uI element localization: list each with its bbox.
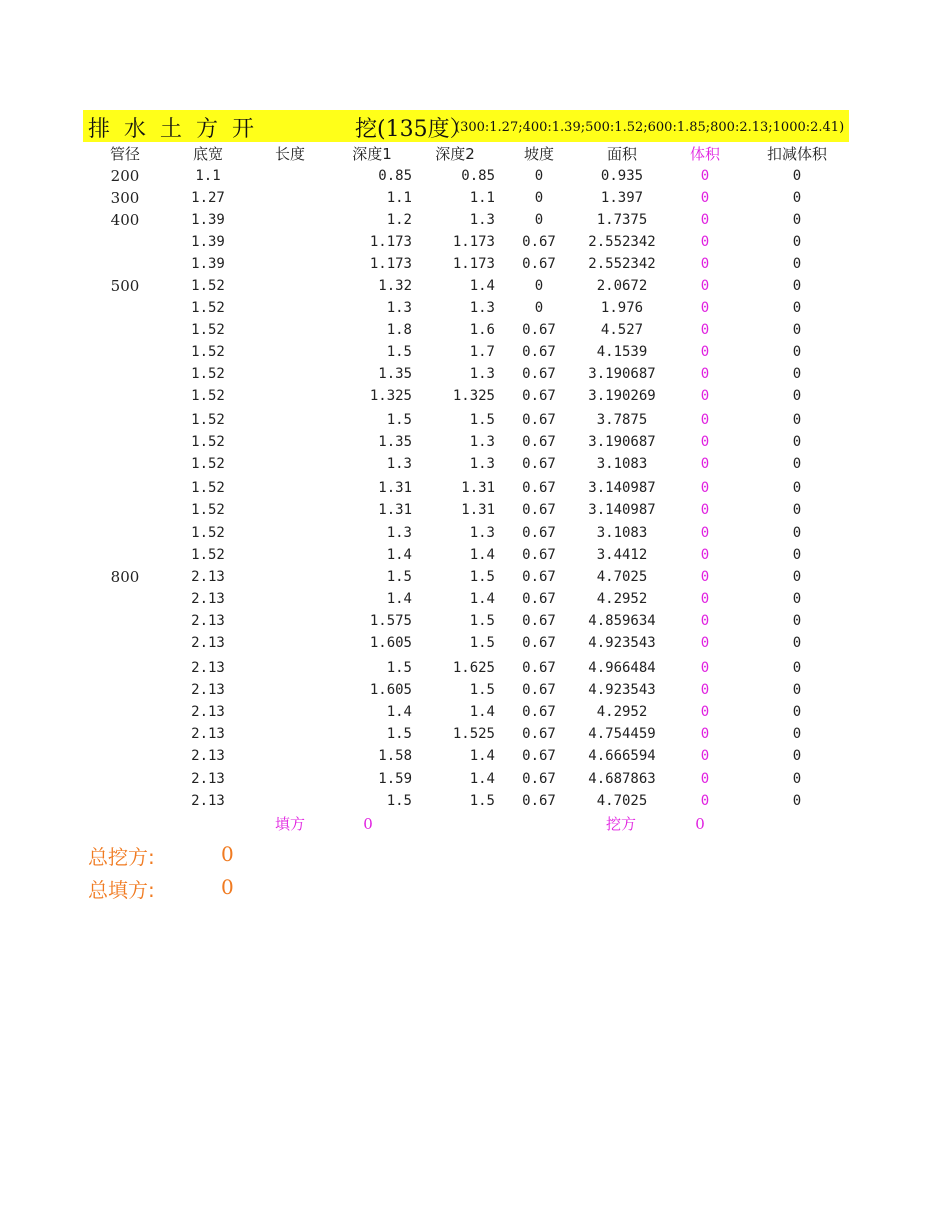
cell-slope: 0.67 xyxy=(522,726,556,742)
cell-area: 4.666594 xyxy=(588,748,656,764)
cell-depth-1: 1.59 xyxy=(378,771,412,787)
cell-bottom-width: 2.13 xyxy=(191,771,225,787)
cell-depth-1: 1.31 xyxy=(378,480,412,496)
cell-depth-1: 1.4 xyxy=(386,547,412,563)
cell-volume: 0 xyxy=(700,525,710,541)
header-pipe-diameter: 管径 xyxy=(109,145,141,163)
cell-depth-2: 1.4 xyxy=(469,748,495,764)
cell-slope: 0 xyxy=(534,190,544,206)
cell-volume: 0 xyxy=(700,480,710,496)
cell-depth-1: 1.35 xyxy=(378,434,412,450)
cell-volume: 0 xyxy=(700,547,710,563)
cell-deducted-volume: 0 xyxy=(792,726,802,742)
cell-pipe-diameter: 400 xyxy=(110,211,140,229)
cell-bottom-width: 1.52 xyxy=(191,278,225,294)
cell-volume: 0 xyxy=(700,660,710,676)
cell-bottom-width: 1.52 xyxy=(191,480,225,496)
cell-volume: 0 xyxy=(700,256,710,272)
cell-area: 3.190687 xyxy=(588,366,656,382)
cell-depth-2: 1.3 xyxy=(469,212,495,228)
cell-depth-2: 1.5 xyxy=(469,635,495,651)
cell-slope: 0 xyxy=(534,278,544,294)
cell-area: 2.552342 xyxy=(588,256,656,272)
cell-area: 3.1083 xyxy=(596,456,648,472)
cell-slope: 0 xyxy=(534,300,544,316)
cell-depth-2: 1.31 xyxy=(461,502,495,518)
cell-area: 1.976 xyxy=(600,300,644,316)
cell-depth-2: 1.3 xyxy=(469,456,495,472)
cell-deducted-volume: 0 xyxy=(792,569,802,585)
header-volume: 体积 xyxy=(689,145,721,163)
cell-deducted-volume: 0 xyxy=(792,412,802,428)
cell-slope: 0.67 xyxy=(522,525,556,541)
cell-depth-2: 1.4 xyxy=(469,547,495,563)
cell-depth-2: 1.6 xyxy=(469,322,495,338)
cell-slope: 0.67 xyxy=(522,591,556,607)
cell-bottom-width: 2.13 xyxy=(191,748,225,764)
cell-depth-1: 1.5 xyxy=(386,569,412,585)
cell-deducted-volume: 0 xyxy=(792,480,802,496)
cell-deducted-volume: 0 xyxy=(792,256,802,272)
cell-slope: 0.67 xyxy=(522,704,556,720)
cell-depth-2: 1.525 xyxy=(452,726,495,742)
header-depth-2: 深度2 xyxy=(435,145,475,163)
cell-depth-1: 1.173 xyxy=(369,234,412,250)
cell-depth-1: 0.85 xyxy=(378,168,412,184)
cell-depth-1: 1.1 xyxy=(386,190,412,206)
cell-volume: 0 xyxy=(700,502,710,518)
cell-deducted-volume: 0 xyxy=(792,434,802,450)
cell-depth-1: 1.5 xyxy=(386,660,412,676)
cell-area: 4.527 xyxy=(600,322,644,338)
cell-volume: 0 xyxy=(700,212,710,228)
cell-bottom-width: 1.52 xyxy=(191,412,225,428)
cell-depth-1: 1.3 xyxy=(386,456,412,472)
cell-volume: 0 xyxy=(700,278,710,294)
cell-volume: 0 xyxy=(700,613,710,629)
cell-deducted-volume: 0 xyxy=(792,635,802,651)
cell-depth-1: 1.325 xyxy=(369,388,412,404)
header-length: 长度 xyxy=(274,145,306,163)
cell-slope: 0.67 xyxy=(522,793,556,809)
cell-slope: 0 xyxy=(534,168,544,184)
cell-depth-1: 1.5 xyxy=(386,793,412,809)
cell-deducted-volume: 0 xyxy=(792,660,802,676)
cell-volume: 0 xyxy=(700,726,710,742)
cell-volume: 0 xyxy=(700,456,710,472)
cell-deducted-volume: 0 xyxy=(792,613,802,629)
cell-volume: 0 xyxy=(700,190,710,206)
cell-slope: 0.67 xyxy=(522,344,556,360)
cell-depth-2: 1.31 xyxy=(461,480,495,496)
total-fill-value: 0 xyxy=(221,875,234,899)
cell-volume: 0 xyxy=(700,344,710,360)
cell-bottom-width: 1.52 xyxy=(191,456,225,472)
title-banner xyxy=(83,110,849,142)
cell-deducted-volume: 0 xyxy=(792,748,802,764)
cell-bottom-width: 1.1 xyxy=(195,168,221,184)
cell-pipe-diameter: 800 xyxy=(110,568,140,586)
cell-area: 3.190269 xyxy=(588,388,656,404)
cell-volume: 0 xyxy=(700,635,710,651)
cell-area: 3.140987 xyxy=(588,502,656,518)
cell-area: 2.552342 xyxy=(588,234,656,250)
cell-slope: 0.67 xyxy=(522,456,556,472)
cell-depth-2: 1.625 xyxy=(452,660,495,676)
cell-deducted-volume: 0 xyxy=(792,278,802,294)
cell-depth-2: 1.5 xyxy=(469,613,495,629)
cell-deducted-volume: 0 xyxy=(792,322,802,338)
cell-depth-2: 1.3 xyxy=(469,300,495,316)
cell-depth-1: 1.5 xyxy=(386,726,412,742)
cell-volume: 0 xyxy=(700,412,710,428)
cell-deducted-volume: 0 xyxy=(792,168,802,184)
cell-area: 4.1539 xyxy=(596,344,648,360)
cell-depth-2: 1.3 xyxy=(469,434,495,450)
cell-volume: 0 xyxy=(700,388,710,404)
cell-volume: 0 xyxy=(700,793,710,809)
cell-bottom-width: 1.52 xyxy=(191,366,225,382)
cell-deducted-volume: 0 xyxy=(792,704,802,720)
cell-bottom-width: 1.52 xyxy=(191,434,225,450)
cell-slope: 0.67 xyxy=(522,412,556,428)
header-deducted-volume: 扣减体积 xyxy=(766,145,828,163)
cell-bottom-width: 2.13 xyxy=(191,793,225,809)
cell-depth-1: 1.4 xyxy=(386,704,412,720)
cell-area: 4.859634 xyxy=(588,613,656,629)
cell-bottom-width: 1.52 xyxy=(191,344,225,360)
cell-bottom-width: 1.27 xyxy=(191,190,225,206)
cell-bottom-width: 2.13 xyxy=(191,682,225,698)
cell-volume: 0 xyxy=(700,434,710,450)
cell-depth-2: 1.7 xyxy=(469,344,495,360)
cell-volume: 0 xyxy=(700,704,710,720)
cell-bottom-width: 1.39 xyxy=(191,256,225,272)
cell-depth-1: 1.5 xyxy=(386,344,412,360)
title-main-text: 排水土方开 xyxy=(88,117,269,142)
cell-area: 0.935 xyxy=(600,168,644,184)
cell-bottom-width: 1.52 xyxy=(191,547,225,563)
cell-deducted-volume: 0 xyxy=(792,300,802,316)
header-area: 面积 xyxy=(606,145,638,163)
cell-depth-2: 1.325 xyxy=(452,388,495,404)
cell-deducted-volume: 0 xyxy=(792,234,802,250)
cell-deducted-volume: 0 xyxy=(792,456,802,472)
cell-depth-1: 1.2 xyxy=(386,212,412,228)
cell-deducted-volume: 0 xyxy=(792,682,802,698)
total-fill-label: 总填方: xyxy=(88,878,155,902)
cell-area: 3.190687 xyxy=(588,434,656,450)
cell-slope: 0.67 xyxy=(522,388,556,404)
cell-depth-2: 1.4 xyxy=(469,591,495,607)
cut-value: 0 xyxy=(695,815,705,833)
title-angle-text: 挖(135度） xyxy=(355,117,472,142)
cell-slope: 0.67 xyxy=(522,366,556,382)
cell-volume: 0 xyxy=(700,569,710,585)
cell-area: 4.966484 xyxy=(588,660,656,676)
cell-depth-1: 1.605 xyxy=(369,682,412,698)
cell-deducted-volume: 0 xyxy=(792,547,802,563)
cell-deducted-volume: 0 xyxy=(792,591,802,607)
cell-slope: 0.67 xyxy=(522,569,556,585)
cell-depth-2: 1.173 xyxy=(452,234,495,250)
cell-slope: 0.67 xyxy=(522,434,556,450)
cell-depth-2: 1.4 xyxy=(469,278,495,294)
cell-deducted-volume: 0 xyxy=(792,771,802,787)
cell-depth-2: 0.85 xyxy=(461,168,495,184)
cell-depth-1: 1.31 xyxy=(378,502,412,518)
cell-bottom-width: 1.52 xyxy=(191,388,225,404)
cell-deducted-volume: 0 xyxy=(792,388,802,404)
cell-area: 4.7025 xyxy=(596,793,648,809)
cell-bottom-width: 2.13 xyxy=(191,726,225,742)
cell-depth-1: 1.3 xyxy=(386,525,412,541)
cell-depth-2: 1.173 xyxy=(452,256,495,272)
cell-deducted-volume: 0 xyxy=(792,366,802,382)
cell-deducted-volume: 0 xyxy=(792,502,802,518)
cell-slope: 0.67 xyxy=(522,234,556,250)
cell-bottom-width: 2.13 xyxy=(191,591,225,607)
cell-depth-2: 1.5 xyxy=(469,793,495,809)
cell-area: 4.2952 xyxy=(596,704,648,720)
cell-depth-1: 1.32 xyxy=(378,278,412,294)
cell-volume: 0 xyxy=(700,591,710,607)
cell-slope: 0.67 xyxy=(522,771,556,787)
cell-depth-1: 1.8 xyxy=(386,322,412,338)
cell-depth-2: 1.3 xyxy=(469,366,495,382)
cell-depth-1: 1.575 xyxy=(369,613,412,629)
cut-label: 挖方 xyxy=(605,815,637,833)
cell-depth-2: 1.3 xyxy=(469,525,495,541)
cell-depth-1: 1.58 xyxy=(378,748,412,764)
cell-area: 1.7375 xyxy=(596,212,648,228)
cell-bottom-width: 1.52 xyxy=(191,300,225,316)
cell-slope: 0.67 xyxy=(522,660,556,676)
title-width-note: (300:1.27;400:1.39;500:1.52;600:1.85;800:2.13;1000:2.41) xyxy=(455,120,845,135)
cell-depth-2: 1.4 xyxy=(469,704,495,720)
cell-deducted-volume: 0 xyxy=(792,793,802,809)
cell-bottom-width: 2.13 xyxy=(191,635,225,651)
cell-slope: 0.67 xyxy=(522,748,556,764)
cell-area: 4.754459 xyxy=(588,726,656,742)
cell-depth-1: 1.605 xyxy=(369,635,412,651)
cell-bottom-width: 1.52 xyxy=(191,322,225,338)
fill-value: 0 xyxy=(363,815,373,833)
cell-area: 3.4412 xyxy=(596,547,648,563)
cell-area: 4.923543 xyxy=(588,635,656,651)
cell-depth-2: 1.5 xyxy=(469,569,495,585)
cell-slope: 0.67 xyxy=(522,480,556,496)
header-slope: 坡度 xyxy=(523,145,555,163)
cell-depth-2: 1.4 xyxy=(469,771,495,787)
cell-area: 4.923543 xyxy=(588,682,656,698)
cell-volume: 0 xyxy=(700,168,710,184)
cell-area: 4.2952 xyxy=(596,591,648,607)
cell-volume: 0 xyxy=(700,748,710,764)
cell-volume: 0 xyxy=(700,771,710,787)
cell-depth-1: 1.4 xyxy=(386,591,412,607)
cell-bottom-width: 2.13 xyxy=(191,704,225,720)
header-depth-1: 深度1 xyxy=(352,145,392,163)
cell-depth-1: 1.173 xyxy=(369,256,412,272)
cell-area: 3.7875 xyxy=(596,412,648,428)
cell-depth-2: 1.5 xyxy=(469,682,495,698)
cell-pipe-diameter: 500 xyxy=(110,277,140,295)
header-bottom-width: 底宽 xyxy=(192,145,224,163)
cell-bottom-width: 2.13 xyxy=(191,613,225,629)
cell-slope: 0.67 xyxy=(522,613,556,629)
cell-depth-1: 1.5 xyxy=(386,412,412,428)
cell-slope: 0.67 xyxy=(522,502,556,518)
fill-label: 填方 xyxy=(274,815,306,833)
cell-deducted-volume: 0 xyxy=(792,212,802,228)
total-cut-label: 总挖方: xyxy=(88,845,155,869)
cell-area: 4.7025 xyxy=(596,569,648,585)
cell-pipe-diameter: 200 xyxy=(110,167,140,185)
cell-bottom-width: 1.39 xyxy=(191,234,225,250)
cell-slope: 0.67 xyxy=(522,256,556,272)
cell-bottom-width: 2.13 xyxy=(191,569,225,585)
cell-depth-2: 1.1 xyxy=(469,190,495,206)
cell-bottom-width: 1.52 xyxy=(191,525,225,541)
cell-slope: 0 xyxy=(534,212,544,228)
cell-volume: 0 xyxy=(700,234,710,250)
cell-area: 4.687863 xyxy=(588,771,656,787)
cell-bottom-width: 1.39 xyxy=(191,212,225,228)
cell-volume: 0 xyxy=(700,682,710,698)
cell-area: 1.397 xyxy=(600,190,644,206)
cell-depth-2: 1.5 xyxy=(469,412,495,428)
cell-slope: 0.67 xyxy=(522,635,556,651)
cell-depth-1: 1.3 xyxy=(386,300,412,316)
cell-deducted-volume: 0 xyxy=(792,190,802,206)
cell-volume: 0 xyxy=(700,300,710,316)
cell-slope: 0.67 xyxy=(522,322,556,338)
cell-slope: 0.67 xyxy=(522,682,556,698)
cell-bottom-width: 1.52 xyxy=(191,502,225,518)
cell-volume: 0 xyxy=(700,366,710,382)
cell-area: 3.1083 xyxy=(596,525,648,541)
cell-deducted-volume: 0 xyxy=(792,525,802,541)
cell-volume: 0 xyxy=(700,322,710,338)
cell-area: 3.140987 xyxy=(588,480,656,496)
cell-depth-1: 1.35 xyxy=(378,366,412,382)
cell-pipe-diameter: 300 xyxy=(110,189,140,207)
cell-deducted-volume: 0 xyxy=(792,344,802,360)
cell-bottom-width: 2.13 xyxy=(191,660,225,676)
cell-slope: 0.67 xyxy=(522,547,556,563)
total-cut-value: 0 xyxy=(221,842,234,866)
cell-area: 2.0672 xyxy=(596,278,648,294)
